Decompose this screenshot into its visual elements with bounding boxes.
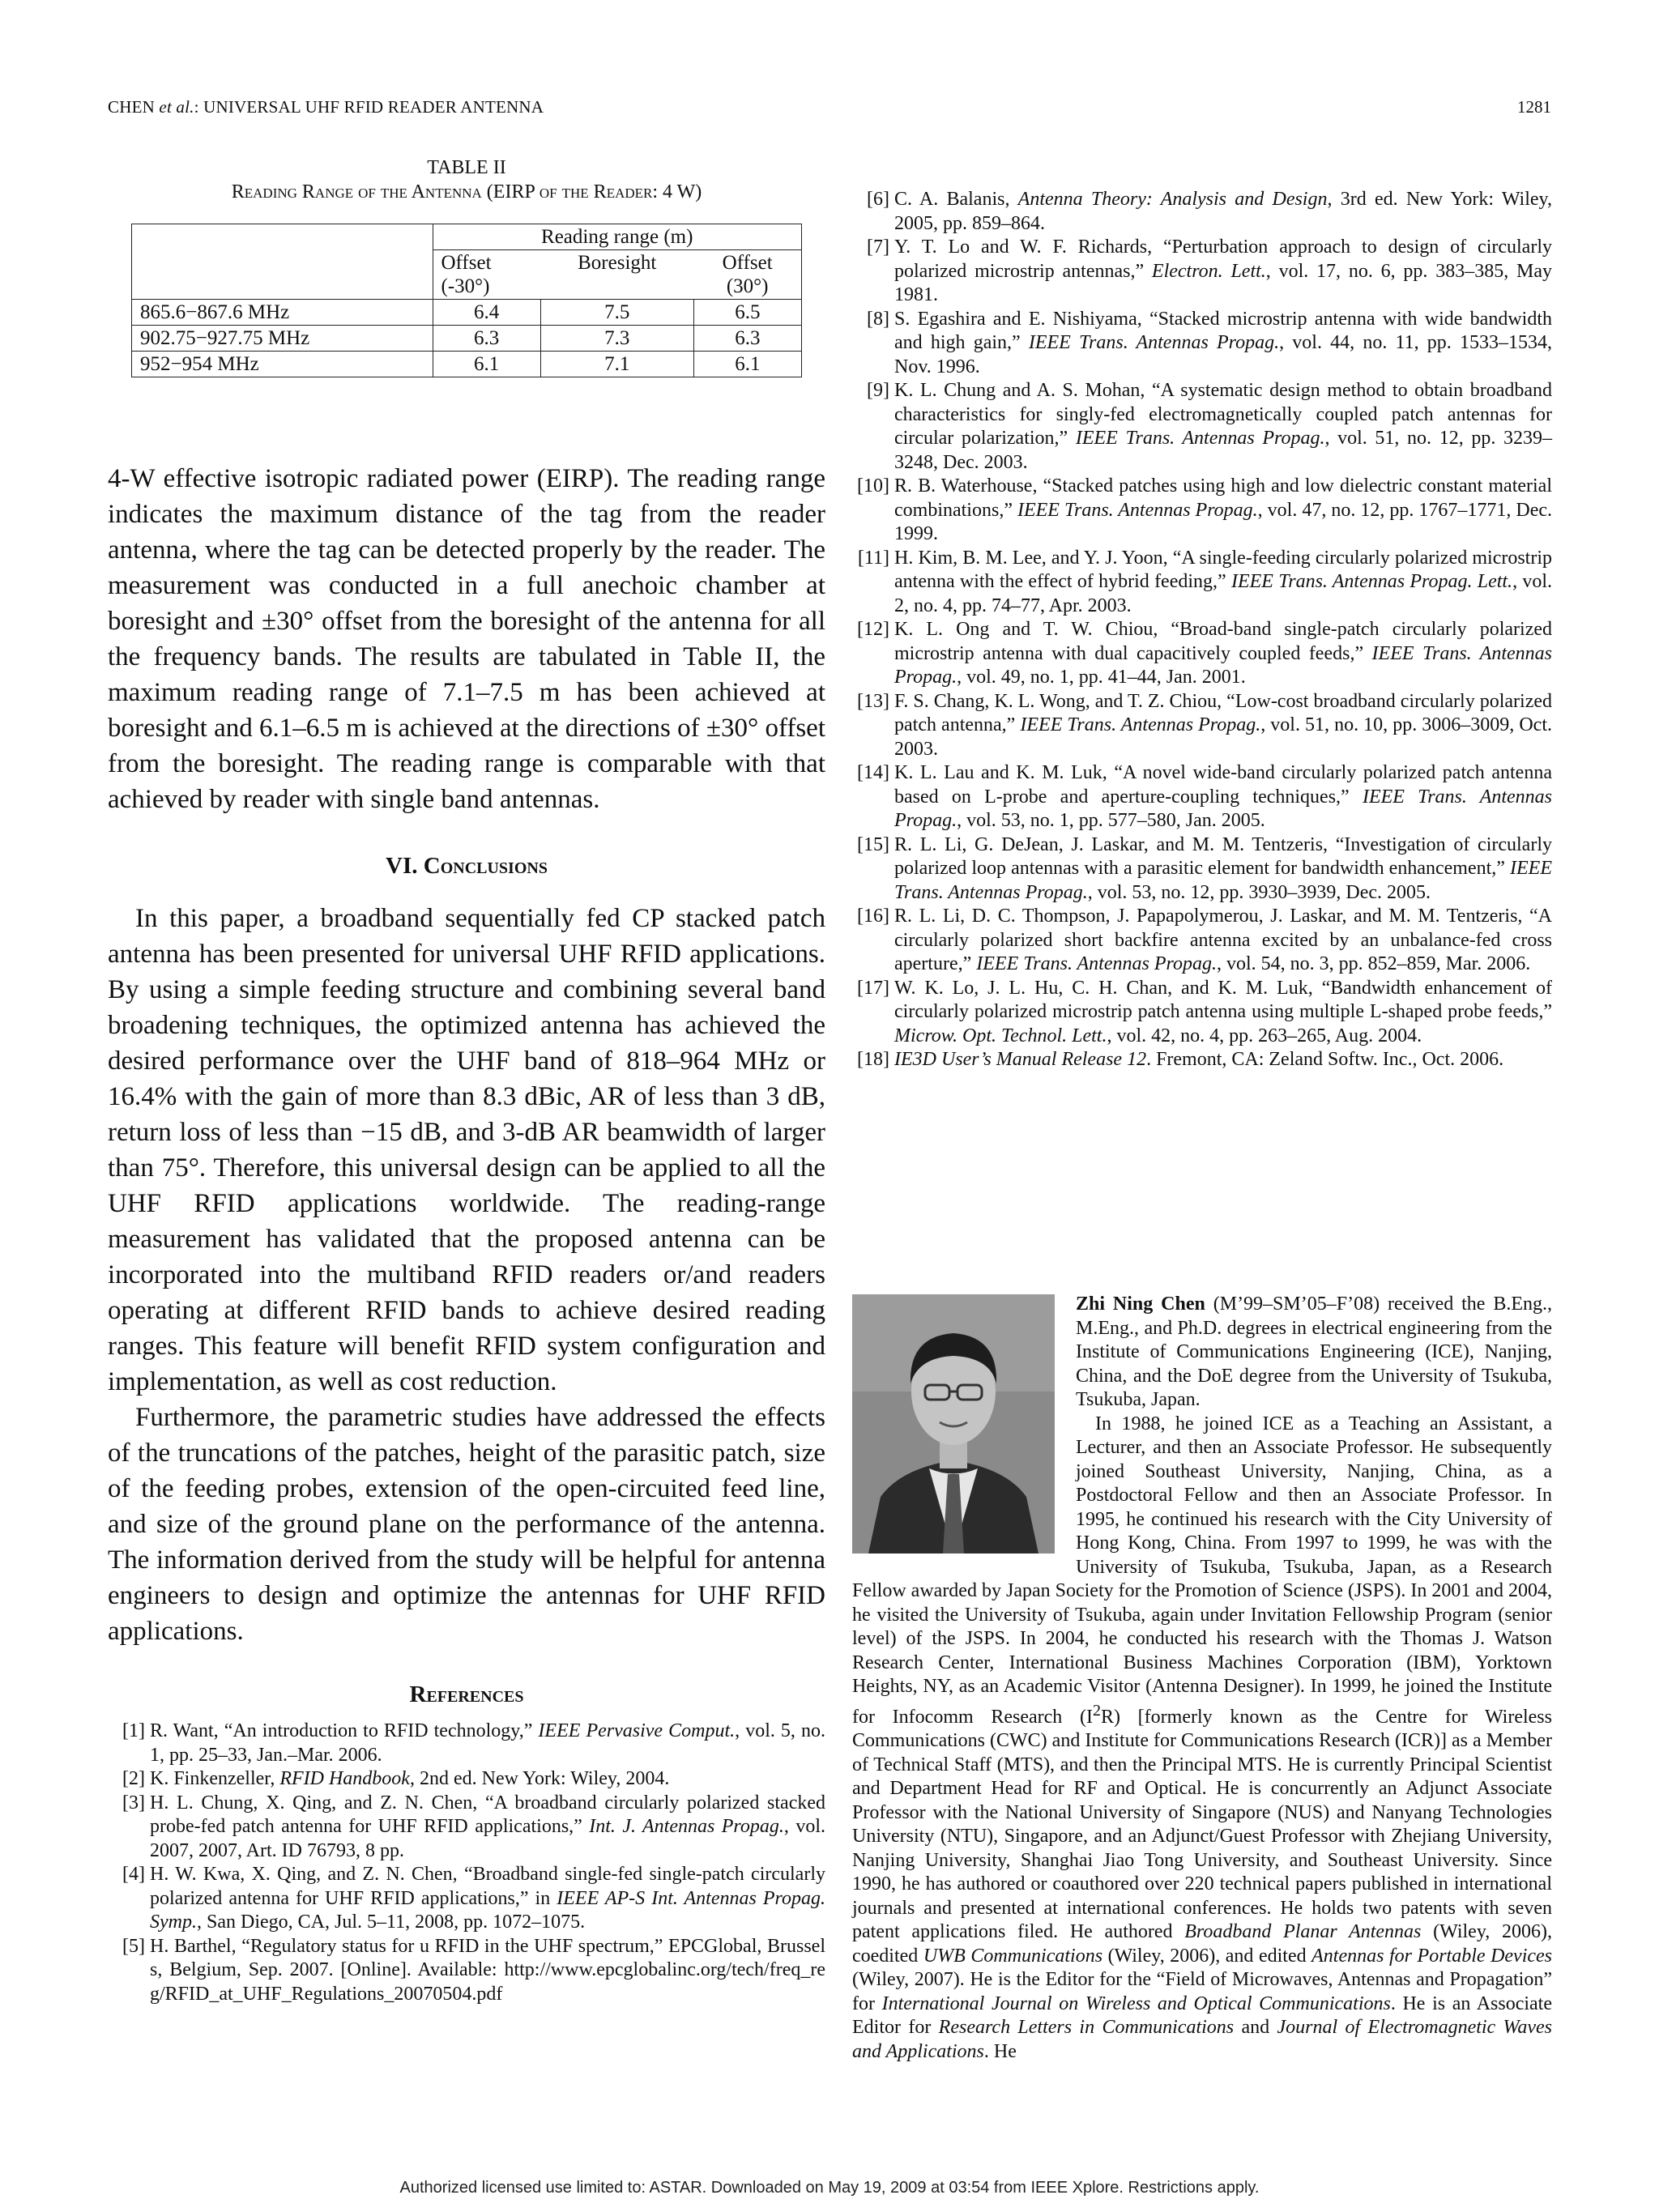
reference-text: R. L. Li, D. C. Thompson, J. Papapolymerou, J. Laskar, and M. M. Tentzeris, “A circularly polarized short backfire antenna excited by an unbalance-fed cross aperture,”	[894, 906, 1552, 974]
reference-venue: RFID Handbook	[279, 1768, 410, 1789]
reference-number: [3]	[122, 1792, 145, 1813]
reference-text: K. L. Ong and T. W. Chiou, “Broad-band single-patch circularly polarized microstrip antenna with dual capacitively coupled feeds,”	[894, 619, 1552, 664]
reference-number: [1]	[122, 1720, 145, 1741]
reference-text: H. Kim, B. M. Lee, and Y. J. Yoon, “A single-feeding circularly polarized microstrip antenna with the effect of hybrid feeding,”	[894, 547, 1552, 592]
reference-venue: IEEE Trans. Antennas Propag.	[894, 786, 1553, 831]
table-group-header: Reading range (m)	[433, 224, 802, 250]
reference-text: R. Want, “An introduction to RFID technology,”	[150, 1720, 539, 1741]
reference-number: [16]	[857, 906, 889, 927]
reference-text: H. L. Chung, X. Qing, and Z. N. Chen, “A broadband circularly polarized stacked probe-fed patch antenna for UHF RFID applications,”	[150, 1792, 825, 1837]
author-biography	[852, 1293, 1552, 2064]
table-corner-cell	[132, 224, 433, 300]
reference-details: , vol. 51, no. 10, pp. 3006–3009, Oct. 2003.	[894, 714, 1552, 760]
reference-number: [5]	[122, 1935, 145, 1957]
reference-item	[852, 236, 1552, 308]
reference-venue: IEEE Trans. Antennas Propag.	[976, 953, 1217, 974]
table-caption	[108, 156, 825, 204]
reference-venue: IEEE Trans. Antennas Propag.	[894, 858, 1552, 903]
reference-venue: Antenna Theory: Analysis and Design	[1017, 189, 1328, 210]
table-label: TABLE II	[427, 157, 506, 178]
reference-venue: IEEE Trans. Antennas Propag.	[1028, 332, 1280, 353]
running-title	[108, 97, 544, 117]
reference-number: [9]	[867, 380, 889, 401]
table-cell-offset-neg: 6.3	[433, 326, 540, 352]
reference-details: , vol. 53, no. 1, pp. 577–580, Jan. 2005.	[957, 810, 1265, 831]
running-title-text: : UNIVERSAL UHF RFID READER ANTENNA	[194, 97, 544, 117]
reference-venue: IEEE AP-S Int. Antennas Propag. Symp.	[150, 1887, 825, 1933]
reference-number: [11]	[857, 547, 889, 569]
bio-book-title: Antennas for Portable Devices	[1311, 1945, 1553, 1967]
reference-item	[852, 188, 1552, 236]
bio-book-title: Broadband Planar Antennas	[1184, 1921, 1422, 1942]
table-cell-band: 902.75−927.75 MHz	[132, 326, 433, 352]
reference-number: [10]	[857, 475, 889, 497]
license-footer: Authorized licensed use limited to: ASTAR. Downloaded on May 19, 2009 at 03:54 from IEEE Xplore. Restrictions apply.	[399, 2179, 1260, 2197]
reference-text: H. W. Kwa, X. Qing, and Z. N. Chen, “Broadband single-fed single-patch circularly polarized antenna for UHF RFID applications,” in	[150, 1864, 825, 1909]
bio-text: In 1988, he joined ICE as a Teaching an Assistant, a Lecturer, and then an Associate Professor. He subsequently joined Southeast University, Nanjing, China, as a Postdoctoral Fellow and then an Associate Professor. In 1995, he continued his research with the City University of Hong Kong, China. From 1997 to 1999, he was with the University of Tsukuba, Tsukuba, Japan, as a Research Fellow awarded by Japan Society for the Promotion of Science (JSPS). In 2001 and 2004, he visited the University of Tsukuba, again under Invitation Fellowship Program (senior level) of the JSPS. In 2004, he conducted his research with the Thomas J. Watson Research Center, International Business Machines Corporation (IBM), Yorktown Heights, NY, as an Academic Visitor (Antenna Designer). In 1999, he joined the Institute for Infocomm Research (I	[852, 1413, 1552, 1728]
conclusions-title-text: VI. Conclusions	[386, 853, 548, 879]
reference-number: [2]	[122, 1768, 145, 1789]
reference-number: [8]	[867, 308, 889, 330]
reference-item	[108, 1863, 825, 1935]
reading-range-table	[131, 224, 802, 377]
reference-text: Y. T. Lo and W. F. Richards, “Perturbation approach to design of circularly polarized microstrip antennas,”	[894, 237, 1552, 282]
reference-details: . Fremont, CA: Zeland Softw. Inc., Oct. 2006.	[1146, 1049, 1504, 1070]
table-cell-offset-pos: 6.5	[693, 300, 801, 326]
table-cell-band: 865.6−867.6 MHz	[132, 300, 433, 326]
reference-item	[108, 1935, 825, 2007]
reference-item	[108, 1767, 825, 1792]
reference-venue: Electron. Lett.	[1151, 260, 1266, 282]
table-cell-offset-pos: 6.3	[693, 326, 801, 352]
running-title-etal: et al.	[159, 97, 194, 117]
reference-venue: IE3D User’s Manual Release 12	[894, 1049, 1147, 1070]
reference-details: , 3rd ed. New York: Wiley, 2005, pp. 859–864.	[894, 189, 1552, 234]
reference-item	[852, 690, 1552, 762]
reference-text: F. S. Chang, K. L. Wong, and T. Z. Chiou, “Low-cost broadband circularly polarized patch antenna,”	[894, 690, 1552, 735]
reference-text: K. Finkenzeller,	[150, 1768, 280, 1789]
table-cell-boresight: 7.5	[540, 300, 693, 326]
reference-item	[852, 475, 1552, 547]
reference-number: [4]	[122, 1864, 145, 1885]
reference-item	[852, 833, 1552, 906]
page-number: 1281	[1517, 97, 1551, 117]
table-cell-offset-neg: 6.4	[433, 300, 540, 326]
col-header-offset-neg-line1: Offset	[441, 252, 492, 274]
table-row	[132, 326, 802, 352]
reference-item	[852, 1048, 1552, 1072]
bio-journal-title: Research Letters in Communications	[938, 2017, 1235, 2038]
reference-details: , vol. 51, no. 12, pp. 3239–3248, Dec. 2003.	[894, 428, 1552, 473]
table-col-header-offset-neg	[433, 250, 540, 300]
reference-details: , vol. 2, no. 4, pp. 74–77, Apr. 2003.	[894, 571, 1553, 616]
bio-journal-title: International Journal on Wireless and Optical Communications	[881, 1993, 1391, 2014]
reference-details: , vol. 17, no. 6, pp. 383–385, May 1981.	[894, 260, 1552, 305]
reference-text: R. B. Waterhouse, “Stacked patches using high and low dielectric constant material combinations,”	[894, 475, 1552, 521]
bio-superscript: 2	[1092, 1701, 1101, 1720]
reference-number: [17]	[857, 977, 889, 999]
reference-item	[852, 977, 1552, 1049]
reference-details: , vol. 47, no. 12, pp. 1767–1771, Dec. 1999.	[894, 499, 1553, 544]
author-photo	[852, 1294, 1055, 1554]
table-cell-offset-pos: 6.1	[693, 352, 801, 377]
reference-details: , vol. 2007, 2007, Art. ID 76793, 8 pp.	[150, 1816, 825, 1861]
table-row	[132, 352, 802, 377]
reference-list-right	[852, 188, 1552, 1072]
table-cell-band: 952−954 MHz	[132, 352, 433, 377]
reference-venue: IEEE Trans. Antennas Propag.	[1075, 428, 1325, 449]
reference-details: , vol. 49, no. 1, pp. 41–44, Jan. 2001.	[957, 667, 1246, 688]
table-cell-offset-neg: 6.1	[433, 352, 540, 377]
bio-text: . He	[983, 2040, 1017, 2062]
paragraph-conclusions-2: Furthermore, the parametric studies have addressed the effects of the truncations of the patches, height of the parasitic patch, size of the feeding probes, extension of the open-circuited feed line, and size of the ground plane on the performance of the antenna. The information derived from the study will be helpful for antenna engineers to design and optimize the antennas for UHF RFID applications.	[108, 1403, 825, 1646]
table-cell-boresight: 7.3	[540, 326, 693, 352]
table-cell-boresight: 7.1	[540, 352, 693, 377]
reference-item	[108, 1792, 825, 1864]
references-title-text: References	[409, 1681, 524, 1707]
reference-item	[852, 761, 1552, 833]
reference-text: H. Barthel, “Regulatory status for u RFID in the UHF spectrum,” EPCGlobal, Brussels, Belgium, Sep. 2007. [Online]. Available: http://www.epcglobalinc.org/tech/freq_reg/RFID_at_UHF_Regulations_20070504.pdf	[150, 1935, 825, 2005]
reference-venue: IEEE Trans. Antennas Propag.	[894, 642, 1552, 688]
col-header-offset-pos-line2: (30°)	[726, 275, 769, 297]
reference-details: , San Diego, CA, Jul. 5–11, 2008, pp. 1072–1075.	[196, 1912, 586, 1933]
bio-text: (Wiley, 2006), and edited	[1102, 1945, 1312, 1967]
col-header-offset-neg-line2: (-30°)	[441, 275, 490, 297]
col-header-offset-pos-line1: Offset	[722, 252, 773, 274]
reference-item	[108, 1720, 825, 1767]
bio-text: R) [formerly known as the Centre for Wireless Communications (CWC) and Institute for Communications Research (ICR)] as a Member of Technical Staff (MTS), and then the Principal MTS. He is currently Principal Scientist and Department Head for RF and Optical. He is concurrently an Adjunct Associate Professor with the National University of Singapore (NUS) and Nanyang Technologies University (NTU), Singapore, and an Adjunct/Guest Professor with Zhejiang University, Nanjing University, Shanghai Jiao Tong University, and Southeast University. Since 1990, he has authored or coauthored over 220 technical papers published in international journals and presented at international conferences. He holds two patents with seven patent applications filed. He authored	[852, 1706, 1552, 1942]
reference-venue: IEEE Trans. Antennas Propag.	[1017, 499, 1258, 521]
reference-text: S. Egashira and E. Nishiyama, “Stacked microstrip antenna with wide bandwidth and high gain,”	[894, 308, 1552, 353]
reference-text: W. K. Lo, J. L. Hu, C. H. Chan, and K. M. Luk, “Bandwidth enhancement of circularly polarized microstrip patch antenna using multiple L-shaped probe feeds,”	[894, 977, 1552, 1022]
reference-venue: IEEE Trans. Antennas Propag.	[1020, 714, 1261, 735]
reference-venue: Int. J. Antennas Propag.	[589, 1816, 784, 1837]
reference-number: [7]	[867, 237, 889, 258]
reference-list-left	[108, 1720, 825, 2006]
bio-text: . He is an Associate Editor for	[852, 1993, 1553, 2038]
reference-venue: IEEE Pervasive Comput.	[538, 1720, 736, 1741]
left-column	[108, 156, 825, 2006]
reference-details: , vol. 53, no. 12, pp. 3930–3939, Dec. 2005.	[1087, 881, 1431, 903]
reference-number: [15]	[857, 833, 889, 855]
reference-number: [12]	[857, 619, 889, 640]
reference-details: , 2nd ed. New York: Wiley, 2004.	[409, 1768, 670, 1789]
reference-number: [18]	[857, 1049, 889, 1070]
reference-number: [14]	[857, 762, 889, 783]
section-title-references	[108, 1681, 825, 1708]
reference-text: R. L. Li, G. DeJean, J. Laskar, and M. M. Tentzeris, “Investigation of circularly polarized loop antennas with a parasitic element for bandwidth enhancement,”	[894, 833, 1552, 879]
reference-item	[852, 905, 1552, 977]
reference-details: , vol. 44, no. 11, pp. 1533–1534, Nov. 1996.	[894, 332, 1552, 377]
reference-number: [6]	[867, 189, 889, 210]
reference-details: , vol. 54, no. 3, pp. 852–859, Mar. 2006.	[1216, 953, 1531, 974]
paragraph-eirp: 4-W effective isotropic radiated power (EIRP). The reading range indicates the maximum distance of the tag from the reader antenna, where the tag can be detected properly by the reader. The measurement was conducted in a full anechoic chamber at boresight and ±30° offset from the boresight of the antenna for all the frequency bands. The results are tabulated in Table II, the maximum reading range of 7.1–7.5 m has been achieved at boresight and 6.1–6.5 m is achieved at the directions of ±30° offset from the boresight. The reading range is comparable with that achieved by reader with single band antennas.	[108, 464, 825, 814]
bio-author-name: Zhi Ning Chen	[1076, 1294, 1205, 1315]
reference-number: [13]	[857, 690, 889, 712]
section-title-conclusions	[108, 853, 825, 880]
reference-item	[852, 618, 1552, 690]
reference-item	[852, 308, 1552, 380]
reference-details: , vol. 42, no. 4, pp. 263–265, Aug. 2004.	[1107, 1025, 1422, 1046]
reference-item	[852, 379, 1552, 475]
table-row	[132, 300, 802, 326]
reference-text: C. A. Balanis,	[894, 189, 1018, 210]
reference-venue: IEEE Trans. Antennas Propag. Lett.	[1230, 571, 1513, 592]
reference-item	[852, 547, 1552, 619]
table-col-header-boresight: Boresight	[540, 250, 693, 300]
running-title-authors: CHEN	[108, 97, 160, 117]
table-col-header-offset-pos	[693, 250, 801, 300]
bio-journal-title: Journal of Electromagnetic Waves and Applications	[852, 2017, 1552, 2062]
author-portrait-image	[852, 1294, 1055, 1554]
running-header	[108, 97, 1551, 130]
table-title: Reading Range of the Antenna (EIRP of the Reader: 4 W)	[231, 181, 702, 202]
bio-text: (Wiley, 2006), coedited	[852, 1921, 1552, 1967]
bio-text: (Wiley, 2007). He is the Editor for the “Field of Microwaves, Antennas and Propagation” for	[852, 1969, 1552, 2014]
reference-details: , vol. 5, no. 1, pp. 25–33, Jan.–Mar. 2006.	[150, 1720, 825, 1766]
paragraph-conclusions-1: In this paper, a broadband sequentially fed CP stacked patch antenna has been presented for universal UHF RFID applications. By using a simple feeding structure and combining several band broadening techniques, the optimized antenna has achieved the desired performance over the UHF band of 818–964 MHz or 16.4% with the gain of more than 8.3 dBic, AR of less than 3 dB, return loss of less than −15 dB, and 3-dB AR beamwidth of larger than 75°. Therefore, this universal design can be applied to all the UHF RFID applications worldwide. The reading-range measurement has validated that the proposed antenna can be incorporated into the multiband RFID readers or/and readers operating at different RFID bands to achieve desired reading ranges. This feature will benefit RFID system configuration and implementation, as well as cost reduction.	[108, 904, 825, 1396]
reference-text: K. L. Chung and A. S. Mohan, “A systematic design method to obtain broadband characteristics for singly-fed electromagnetically coupled patch antennas for circular polarization,”	[894, 380, 1552, 449]
reference-text: K. L. Lau and K. M. Luk, “A novel wide-band circularly polarized patch antenna based on L-probe and aperture-coupling techniques,”	[894, 762, 1552, 808]
reference-venue: Microw. Opt. Technol. Lett.	[894, 1025, 1107, 1046]
bio-degrees: (M’99–SM’05–F’08) received the B.Eng., M.Eng., and Ph.D. degrees in electrical engineering from the Institute of Communications Engineering (ICE), Nanjing, China, and the DoE degree from the University of Tsukuba, Tsukuba, Japan.	[1076, 1294, 1552, 1410]
right-column	[852, 188, 1552, 1072]
bio-book-title: UWB Communications	[923, 1945, 1103, 1967]
bio-text: and	[1234, 2017, 1277, 2038]
